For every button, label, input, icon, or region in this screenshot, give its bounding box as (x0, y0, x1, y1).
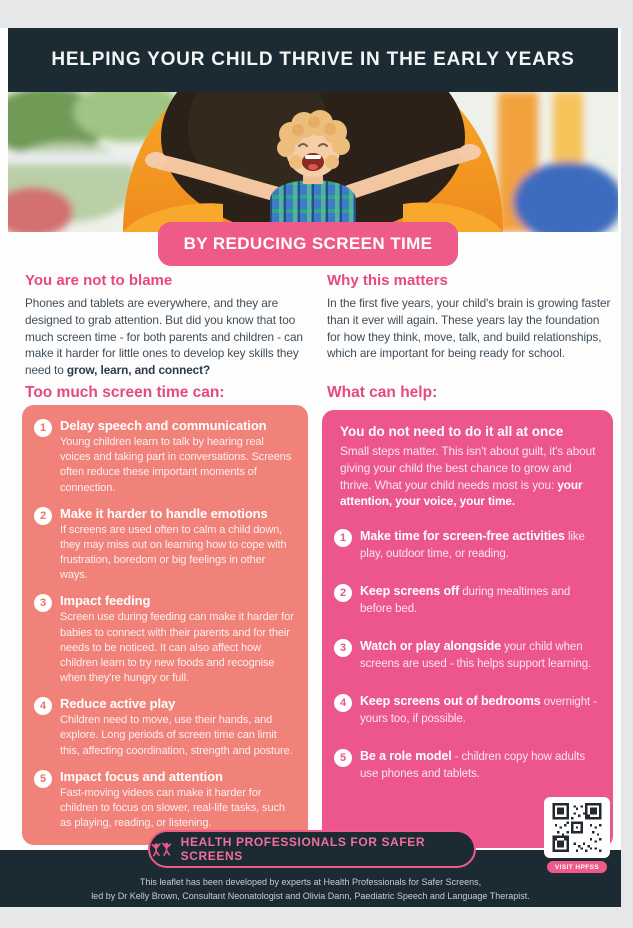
hpfss-pill-label: HEALTH PROFESSIONALS FOR SAFER SCREENS (180, 835, 426, 863)
intro-right-heading: Why this matters (327, 272, 448, 289)
number-badge: 1 (334, 529, 352, 547)
two-children-jumping-icon (150, 841, 173, 858)
subtitle-banner-label: BY REDUCING SCREEN TIME (183, 234, 433, 253)
number-badge: 4 (334, 694, 352, 712)
intro-left-heading: You are not to blame (25, 272, 173, 289)
child-on-slide-illustration (8, 92, 618, 232)
list-item: 1 Delay speech and communication Young children learn to talk by hearing real voices and taking part in conversations. Screens often reduce these important moments of connection. (34, 418, 295, 496)
scan-margin-top (0, 0, 633, 28)
number-badge: 2 (334, 584, 352, 602)
number-badge: 4 (34, 697, 52, 715)
number-badge: 3 (334, 639, 352, 657)
qr-code-icon (551, 803, 603, 852)
pink-box-intro: You do not need to do it all at once Small steps matter. This isn't about guilt, it's about giving your child the best chance to grow and thrive. What your child needs most is you: your attention, your voice, your time. (340, 424, 596, 509)
number-badge: 3 (34, 594, 52, 612)
credit-text: This leaflet has been developed by experts at Health Professionals for Safer Screens, led by Dr Kelly Brown, Consultant Neonatologist and Olivia Dann, Paediatric Speech and Language Therapist. (91, 877, 530, 901)
page-title: HELPING YOUR CHILD THRIVE IN THE EARLY YEARS (51, 49, 575, 70)
playground-photo (8, 92, 618, 232)
number-badge: 2 (34, 507, 52, 525)
list-item: 2 Keep screens off during mealtimes and before bed. (334, 583, 601, 617)
number-badge: 5 (334, 749, 352, 767)
intro-right-text: In the first five years, your child's brain is growing faster than it ever will again. These years lay the foundation for how they think, move, talk, and build relationships, which are important for being ready for school. (327, 296, 611, 361)
right-section-heading: What can help: (327, 384, 438, 401)
left-section-heading: Too much screen time can: (25, 384, 225, 401)
subtitle-banner (158, 222, 458, 266)
scan-margin-bottom (0, 907, 633, 928)
number-badge: 1 (34, 419, 52, 437)
list-item: 5 Impact focus and attention Fast-moving videos can make it harder for children to focus on slower, real-life tasks, such as playing, reading, or listening. (34, 769, 295, 832)
hpfss-pill (148, 830, 476, 868)
intro-not-to-blame (25, 272, 313, 379)
list-item: 5 Be a role model - children copy how adults use phones and tablets. (334, 748, 601, 782)
scan-margin-right (621, 0, 633, 928)
intro-why-this-matters (327, 272, 615, 362)
intro-left-text: Phones and tablets are everywhere, and they are designed to grab attention. But did you know that too much screen time - for both parents and children - can make it harder for little ones to develop key skills they need to grow, learn, and connect? (25, 296, 303, 377)
number-badge: 5 (34, 770, 52, 788)
list-item: 3 Impact feeding Screen use during feeding can make it harder for babies to connect with their parents and for their needs to be noticed. It can also affect how children learn to try new foods and recognise when they're hungry or full. (34, 593, 295, 686)
list-item: 2 Make it harder to handle emotions If screens are used often to calm a child down, they may miss out on learning how to cope with frustration, boredom or big feelings in other ways. (34, 506, 295, 584)
list-item: 1 Make time for screen-free activities like play, outdoor time, or reading. (334, 528, 601, 562)
what-can-help-box (322, 410, 613, 848)
screen-time-risks-box (22, 405, 308, 845)
list-item: 4 Reduce active play Children need to move, use their hands, and explore. Long periods of screen time can limit this, affecting coordination, strength and posture. (34, 696, 295, 759)
qr-code (544, 797, 610, 858)
header-bar (8, 28, 618, 92)
list-item: 4 Keep screens out of bedrooms overnight - yours too, if possible. (334, 693, 601, 727)
qr-visit-badge: VISIT HPFSS (547, 861, 607, 873)
list-item: 3 Watch or play alongside your child when screens are used - this helps support learning. (334, 638, 601, 672)
